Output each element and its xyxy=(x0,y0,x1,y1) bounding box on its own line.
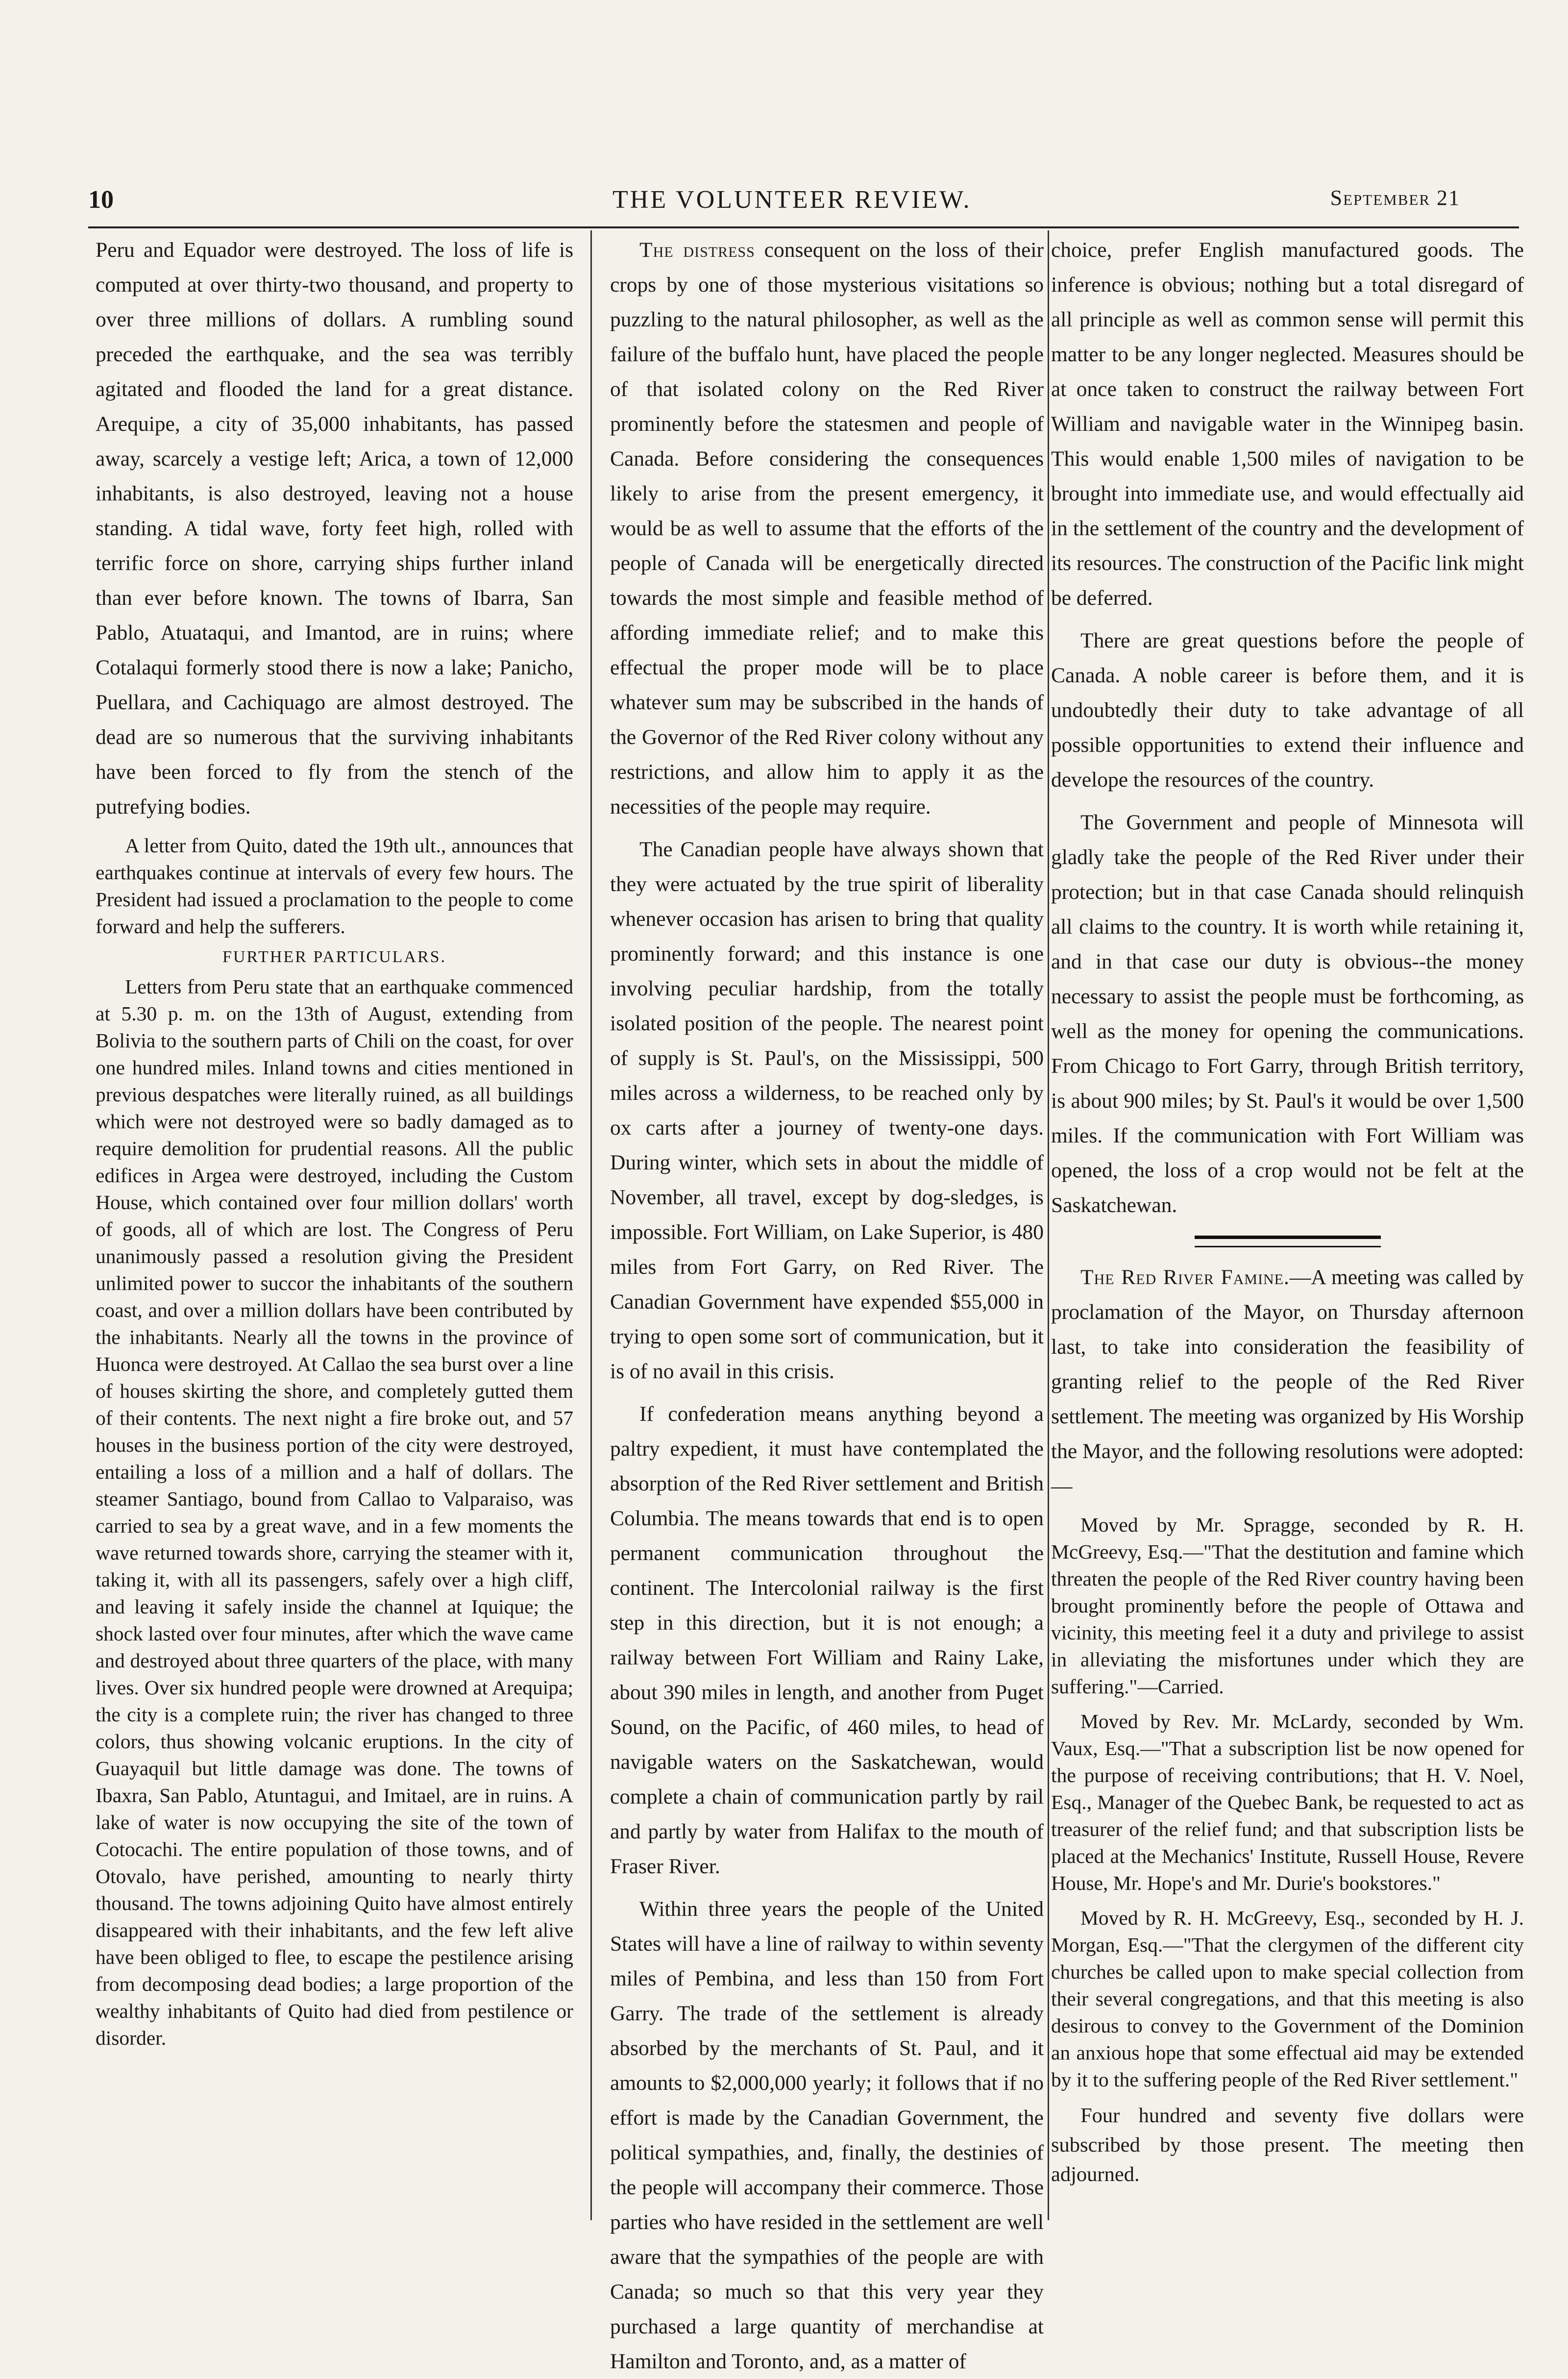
resolution-3: Moved by R. H. McGreevy, Esq., seconded by H. J. Morgan, Esq.—"That the clergymen of the different city churches be called upon to make special collection from their several congregations, and that this meeting is also desirous to convey to the Government of the Dominion an anxious hope that some effectual aid may be extended by it to the suffering people of the Red River settlement." xyxy=(1051,1907,1524,2091)
resolution-2: Moved by Rev. Mr. McLardy, seconded by Wm. Vaux, Esq.—"That a subscription list be now opened for the purpose of receiving contributions; that H. V. Noel, Esq., Manager of the Quebec Bank, be requested to act as treasurer of the relief fund; and that subscription lists be placed at the Mechanics' Institute, Russell House, Revere House, Mr. Hope's and Mr. Durie's bookstores." xyxy=(1051,1710,1524,1894)
column-3 xyxy=(1051,233,1524,2223)
article-quito-letter-paragraph: A letter from Quito, dated the 19th ult., announces that earthquakes continue at intervals of every few hours. The President had issued a proclamation to the people to come forward and help the sufferers. xyxy=(96,834,573,938)
masthead-title: THE VOLUNTEER REVIEW. xyxy=(612,186,972,214)
issue-date: September 21 xyxy=(1330,186,1460,210)
editorial-confederation-paragraph: If confederation means anything beyond a paltry expedient, it must have contemplated the absorption of the Red River settlement and British Columbia. The means towards that end is to open permanent communication throughout the continent. The Intercolonial railway is the first step in this direction, but it is not enough; a railway between Fort William and Rainy Lake, about 390 miles in length, and another from Puget Sound, on the Pacific, of 460 miles, to head of navigable waters on the Saskatchewan, would complete a chain of communication partly by rail and partly by water from Halifax to the mouth of Fraser River. xyxy=(610,1402,1044,1878)
editorial-minnesota-paragraph: The Government and people of Minnesota will gladly take the people of the Red River under their protection; but in that case Canada should relinquish all claims to the country. It is worth while retaining it, and in that case our duty is obvious--the money necessary to assist the people must be forthcoming, as well as the money for opening the communications. From Chicago to Fort Garry, through British territory, is about 900 miles; by St. Paul's it would be over 1,500 miles. If the communication with Fort William was opened, the loss of a crop would not be felt at the Saskatchewan. xyxy=(1051,811,1524,1217)
subheading-further-particulars: FURTHER PARTICULARS. xyxy=(222,948,447,966)
famine-intro-text: —A meeting was called by proclamation of the Mayor, on Thursday afternoon last, to take into consideration the feasibility of granting relief to the people of the Red River settlement. The meeting was organized by His Worship the Mayor, and the following resolutions were adopted:— xyxy=(1051,1265,1524,1498)
article-red-river-famine xyxy=(1051,1260,1524,1504)
page-header xyxy=(88,185,1460,220)
article-earthquake-paragraph: Peru and Equador were destroyed. The loss of life is computed at over thirty-two thousand, and property to over three millions of dollars. A rumbling sound preceded the earthquake, and the sea was terribly agitated and flooded the land for a great distance. Arequipe, a city of 35,000 inhabitants, has passed away, scarcely a vestige left; Arica, a town of 12,000 inhabitants, is also destroyed, leaving not a house standing. A tidal wave, forty feet high, rolled with terrific force on shore, carrying ships further inland than ever before known. The towns of Ibarra, San Pablo, Atuataqui, and Imantod, are in ruins; where Cotalaqui formerly stood there is now a lake; Panicho, Puellara, and Cachiquago are almost destroyed. The dead are so numerous that the surviving inhabitants have been forced to fly from the stench of the putrefying bodies. xyxy=(96,238,573,818)
famine-lead-in: The Red River Famine. xyxy=(1080,1265,1290,1289)
header-rule xyxy=(88,226,1519,228)
editorial-railway-paragraph: Within three years the people of the United States will have a line of railway to within seventy miles of Pembina, and less than 150 from Fort Garry. The trade of the settlement is already absorbed by the merchants of St. Paul, and it amounts to $2,000,000 yearly; it follows that if no effort is made by the Canadian Government, the political sympathies, and, finally, the destinies of the people will accompany their commerce. Those parties who have resided in the settlement are well aware that the sympathies of the people are with Canada; so much so that this very year they purchased a large quantity of merchandise at Hamilton and Toronto, and, as a matter of xyxy=(610,1897,1044,2373)
column-2 xyxy=(610,233,1044,2373)
column-1 xyxy=(96,233,573,2223)
column-divider-1 xyxy=(590,230,592,2220)
editorial-lead-in: The distress xyxy=(639,238,755,262)
editorial-questions-paragraph: There are great questions before the people of Canada. A noble career is before them, and it is undoubtedly their duty to take advantage of all possible opportunities to extend their influence and develope the resources of the country. xyxy=(1051,629,1524,792)
meeting-closing-paragraph: Four hundred and seventy five dollars were subscribed by those present. The meeting then adjourned. xyxy=(1051,2104,1524,2186)
column-divider-2 xyxy=(1048,230,1049,2220)
section-divider xyxy=(1195,1236,1381,1247)
editorial-distress-text: consequent on the loss of their crops by one of those mysterious visitations so puzzling to the natural philosopher, as well as the failure of the buffalo hunt, have placed the people of that isolated colony on the Red River prominently before the statesmen and people of Canada. Before considering the consequences likely to arise from the present emergency, it would be as well to assume that the efforts of the people of Canada will be energetically directed towards the most simple and feasible method of affording immediate relief; and to make this effectual the proper mode will be to place whatever sum may be subscribed in the hands of the Governor of the Red River colony without any restrictions, and allow him to apply it as the necessities of the people may require. xyxy=(610,238,1044,818)
editorial-liberality-paragraph: The Canadian people have always shown that they were actuated by the true spirit of liberality whenever occasion has arisen to bring that quality prominently forward; and this instance is one involving peculiar hardship, from the totally isolated position of the people. The nearest point of supply is St. Paul's, on the Mississippi, 500 miles across a wilderness, to be reached only by ox carts after a journey of twenty-one days. During winter, which sets in about the middle of November, all travel, except by dog-sledges, is impossible. Fort William, on Lake Superior, is 480 miles from Fort Garry, on Red River. The Canadian Government have expended $55,000 in trying to open some sort of communication, but it is of no avail in this crisis. xyxy=(610,838,1044,1383)
page-number: 10 xyxy=(88,186,114,214)
editorial-continuation-paragraph: choice, prefer English manufactured goods. The inference is obvious; nothing but a total disregard of all principle as well as common sense will permit this matter to be any longer neglected. Measures should be at once taken to construct the railway between Fort William and navigable water in the Winnipeg basin. This would enable 1,500 miles of navigation to be brought into immediate use, and would effectually aid in the settlement of the country and the development of its resources. The construction of the Pacific link might be deferred. xyxy=(1051,238,1524,610)
editorial-distress-paragraph xyxy=(610,233,1044,824)
article-further-particulars-paragraph: Letters from Peru state that an earthquake commenced at 5.30 p. m. on the 13th of August, extending from Bolivia to the southern parts of Chili on the coast, for over one hundred miles. Inland towns and cities mentioned in previous despatches were literally ruined, as all buildings which were not destroyed were so badly damaged as to require demolition for prudential reasons. All the public edifices in Argea were destroyed, including the Custom House, which contained over four million dollars' worth of goods, all of which are lost. The Congress of Peru unanimously passed a resolution giving the President unlimited power to succor the inhabitants of the southern coast, and over a million dollars have been contributed by the inhabitants. Nearly all the towns in the province of Huonca were destroyed. At Callao the sea burst over a line of houses skirting the shore, and completely gutted them of their contents. The next night a fire broke out, and 57 houses in the business portion of the city were destroyed, entailing a loss of a million and a half of dollars. The steamer Santiago, bound from Callao to Valparaiso, was carried to sea by a great wave, and in a few moments the wave returned towards shore, carrying the steamer with it, taking it, with all its passengers, safely over a high cliff, and leaving it safely inside the channel at Iquique; the shock lasted over four minutes, after which the wave came and destroyed about three quarters of the place, with many lives. Over six hundred people were drowned at Arequipa; the city is a complete ruin; the river has changed to three colors, thus showing volcanic eruptions. In the city of Guayaquil but little damage was done. The towns of Ibaxra, San Pablo, Atuntagui, and Imitael, are in ruins. A lake of water is now occupying the site of the town of Cotocachi. The entire population of those towns, and of Otovalo, have perished, amounting to nearly thirty thousand. The towns adjoining Quito have almost entirely disappeared with their inhabitants, and the few left alive have been obliged to flee, to escape the pestilence arising from decomposing dead bodies; a large proportion of the wealthy inhabitants of Quito had died from pestilence or disorder. xyxy=(96,975,573,2049)
resolution-1: Moved by Mr. Spragge, seconded by R. H. McGreevy, Esq.—"That the destitution and famine which threaten the people of the Red River country having been brought prominently before the people of Ottawa and vicinity, this meeting feel it a duty and privilege to assist in alleviating the misfortunes under which they are suffering."—Carried. xyxy=(1051,1513,1524,1698)
